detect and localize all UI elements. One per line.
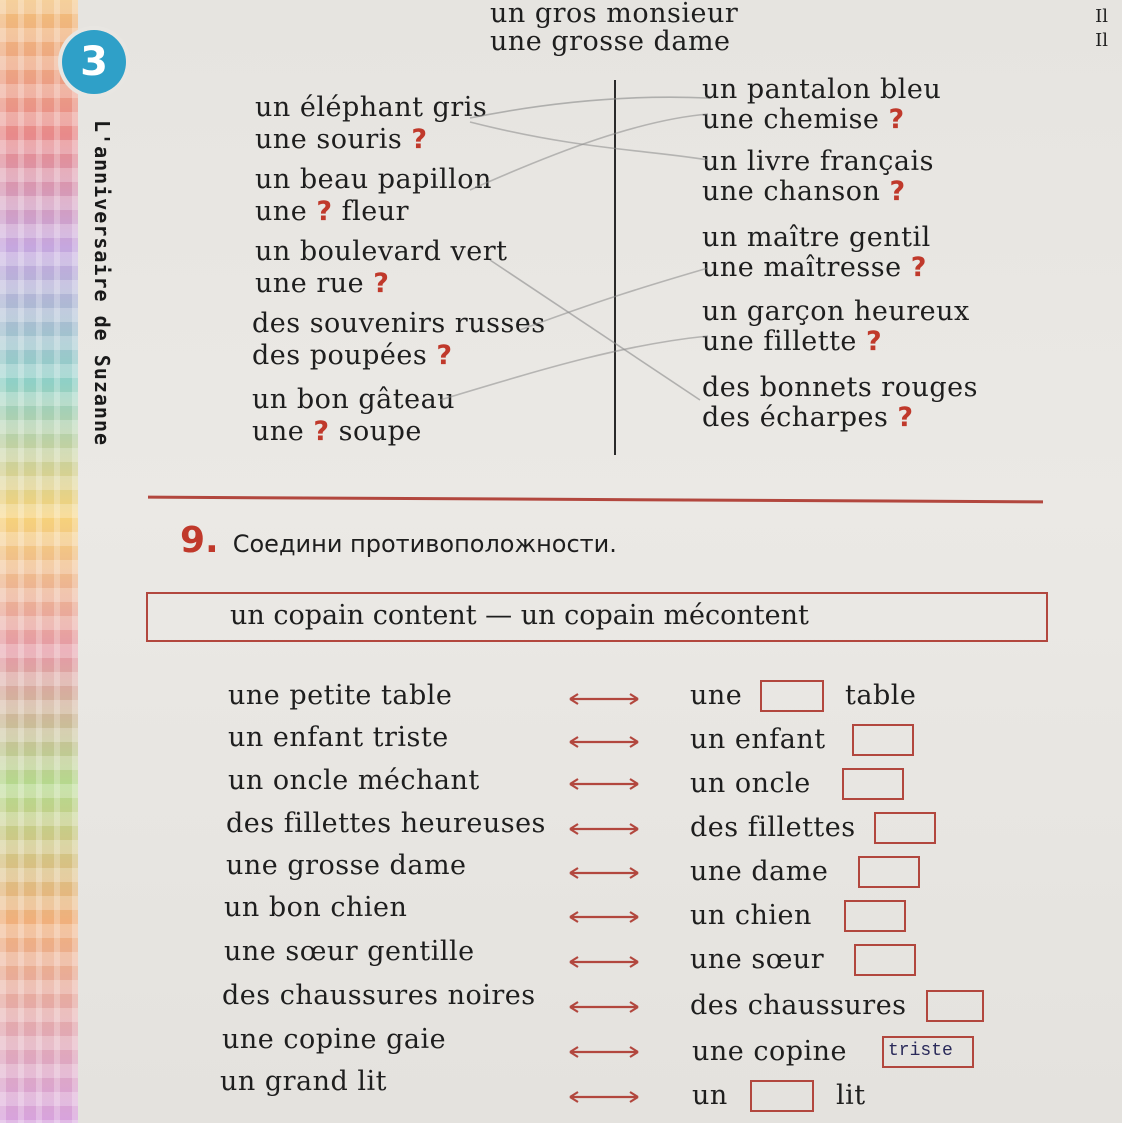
top-line-2: une grosse dame bbox=[490, 26, 731, 57]
left-pair-3-line2: une rue ? bbox=[255, 268, 390, 299]
chapter-number-badge: 3 bbox=[62, 30, 126, 94]
right-pair-2-line2: une chanson ? bbox=[702, 176, 906, 207]
left-pair-2-line2: une ? fleur bbox=[255, 196, 410, 227]
row-4-left: des fillettes heureuses bbox=[226, 808, 546, 839]
answer-box[interactable] bbox=[926, 990, 984, 1022]
section-divider bbox=[148, 496, 1043, 504]
row-10-left: un grand lit bbox=[220, 1066, 388, 1097]
row-8-left: des chaussures noires bbox=[222, 980, 536, 1011]
answer-box[interactable] bbox=[842, 768, 904, 800]
row-8-right-before: des chaussures bbox=[690, 990, 907, 1021]
answer-box[interactable] bbox=[854, 944, 916, 976]
top-line-1: un gros monsieur bbox=[490, 0, 739, 29]
right-pair-2-line1: un livre français bbox=[702, 146, 934, 177]
double-arrow-icon bbox=[568, 822, 640, 836]
question-mark: ? bbox=[897, 402, 914, 433]
left-pair-2-line1: un beau papillon bbox=[255, 164, 492, 195]
colorful-margin-strip bbox=[0, 0, 78, 1123]
question-mark: ? bbox=[436, 340, 453, 371]
left-pair-4-line1: des souvenirs russes bbox=[252, 308, 546, 339]
right-pair-4-line2: une fillette ? bbox=[702, 326, 883, 357]
row-2-left: un enfant triste bbox=[228, 722, 449, 753]
row-6-left: un bon chien bbox=[224, 892, 408, 923]
example-text: un copain content — un copain mécontent bbox=[230, 600, 809, 631]
row-7-left: une sœur gentille bbox=[224, 936, 475, 967]
question-mark: ? bbox=[316, 196, 333, 227]
left-pair-1-line2: une souris ? bbox=[255, 124, 428, 155]
question-mark: ? bbox=[313, 416, 330, 447]
double-arrow-icon bbox=[568, 777, 640, 791]
row-5-left: une grosse dame bbox=[226, 850, 467, 881]
row-2-right-before: un enfant bbox=[690, 724, 826, 755]
row-3-right-before: un oncle bbox=[690, 768, 811, 799]
right-pair-3-line1: un maître gentil bbox=[702, 222, 931, 253]
row-10-right-after: lit bbox=[836, 1080, 866, 1111]
exercise-heading bbox=[180, 520, 617, 561]
question-mark: ? bbox=[889, 176, 906, 207]
pencil-matching-lines bbox=[0, 0, 1122, 500]
double-arrow-icon bbox=[568, 1090, 640, 1104]
question-mark: ? bbox=[888, 104, 905, 135]
answer-box[interactable] bbox=[852, 724, 914, 756]
double-arrow-icon bbox=[568, 1000, 640, 1014]
page-number-bottom: Il bbox=[1095, 30, 1108, 51]
answer-box[interactable]: triste bbox=[882, 1036, 974, 1068]
row-9-left: une copine gaie bbox=[222, 1024, 447, 1055]
exercise-instruction: Соедини противоположности. bbox=[232, 530, 617, 558]
answer-box[interactable] bbox=[858, 856, 920, 888]
right-pair-5-line2: des écharpes ? bbox=[702, 402, 914, 433]
row-4-right-before: des fillettes bbox=[690, 812, 856, 843]
row-3-left: un oncle méchant bbox=[228, 765, 480, 796]
row-1-left: une petite table bbox=[228, 680, 453, 711]
right-pair-1-line1: un pantalon bleu bbox=[702, 74, 942, 105]
question-mark: ? bbox=[411, 124, 428, 155]
answer-box[interactable] bbox=[874, 812, 936, 844]
left-pair-5-line2: une ? soupe bbox=[252, 416, 422, 447]
double-arrow-icon bbox=[568, 735, 640, 749]
double-arrow-icon bbox=[568, 866, 640, 880]
right-pair-5-line1: des bonnets rouges bbox=[702, 372, 978, 403]
page-number-top: Il bbox=[1095, 6, 1108, 27]
row-6-right-before: un chien bbox=[690, 900, 812, 931]
answer-box[interactable] bbox=[844, 900, 906, 932]
row-7-right-before: une sœur bbox=[690, 944, 825, 975]
exercise-number: 9. bbox=[180, 520, 219, 561]
double-arrow-icon bbox=[568, 692, 640, 706]
right-pair-3-line2: une maîtresse ? bbox=[702, 252, 927, 283]
right-pair-1-line2: une chemise ? bbox=[702, 104, 905, 135]
question-mark: ? bbox=[373, 268, 390, 299]
answer-box[interactable] bbox=[760, 680, 824, 712]
left-pair-1-line1: un éléphant gris bbox=[255, 92, 488, 123]
left-pair-4-line2: des poupées ? bbox=[252, 340, 453, 371]
right-pair-4-line1: un garçon heureux bbox=[702, 296, 970, 327]
row-1-right-before: une bbox=[690, 680, 743, 711]
row-9-right-before: une copine bbox=[692, 1036, 848, 1067]
column-divider bbox=[614, 80, 616, 455]
row-1-right-after: table bbox=[845, 680, 917, 711]
double-arrow-icon bbox=[568, 1045, 640, 1059]
row-10-right-before: un bbox=[692, 1080, 728, 1111]
chapter-title-vertical: L'anniversaire de Suzanne bbox=[90, 120, 114, 447]
question-mark: ? bbox=[910, 252, 927, 283]
answer-box[interactable] bbox=[750, 1080, 814, 1112]
double-arrow-icon bbox=[568, 955, 640, 969]
row-5-right-before: une dame bbox=[690, 856, 829, 887]
example-box bbox=[146, 592, 1048, 642]
left-pair-3-line1: un boulevard vert bbox=[255, 236, 508, 267]
question-mark: ? bbox=[866, 326, 883, 357]
double-arrow-icon bbox=[568, 910, 640, 924]
left-pair-5-line1: un bon gâteau bbox=[252, 384, 456, 415]
